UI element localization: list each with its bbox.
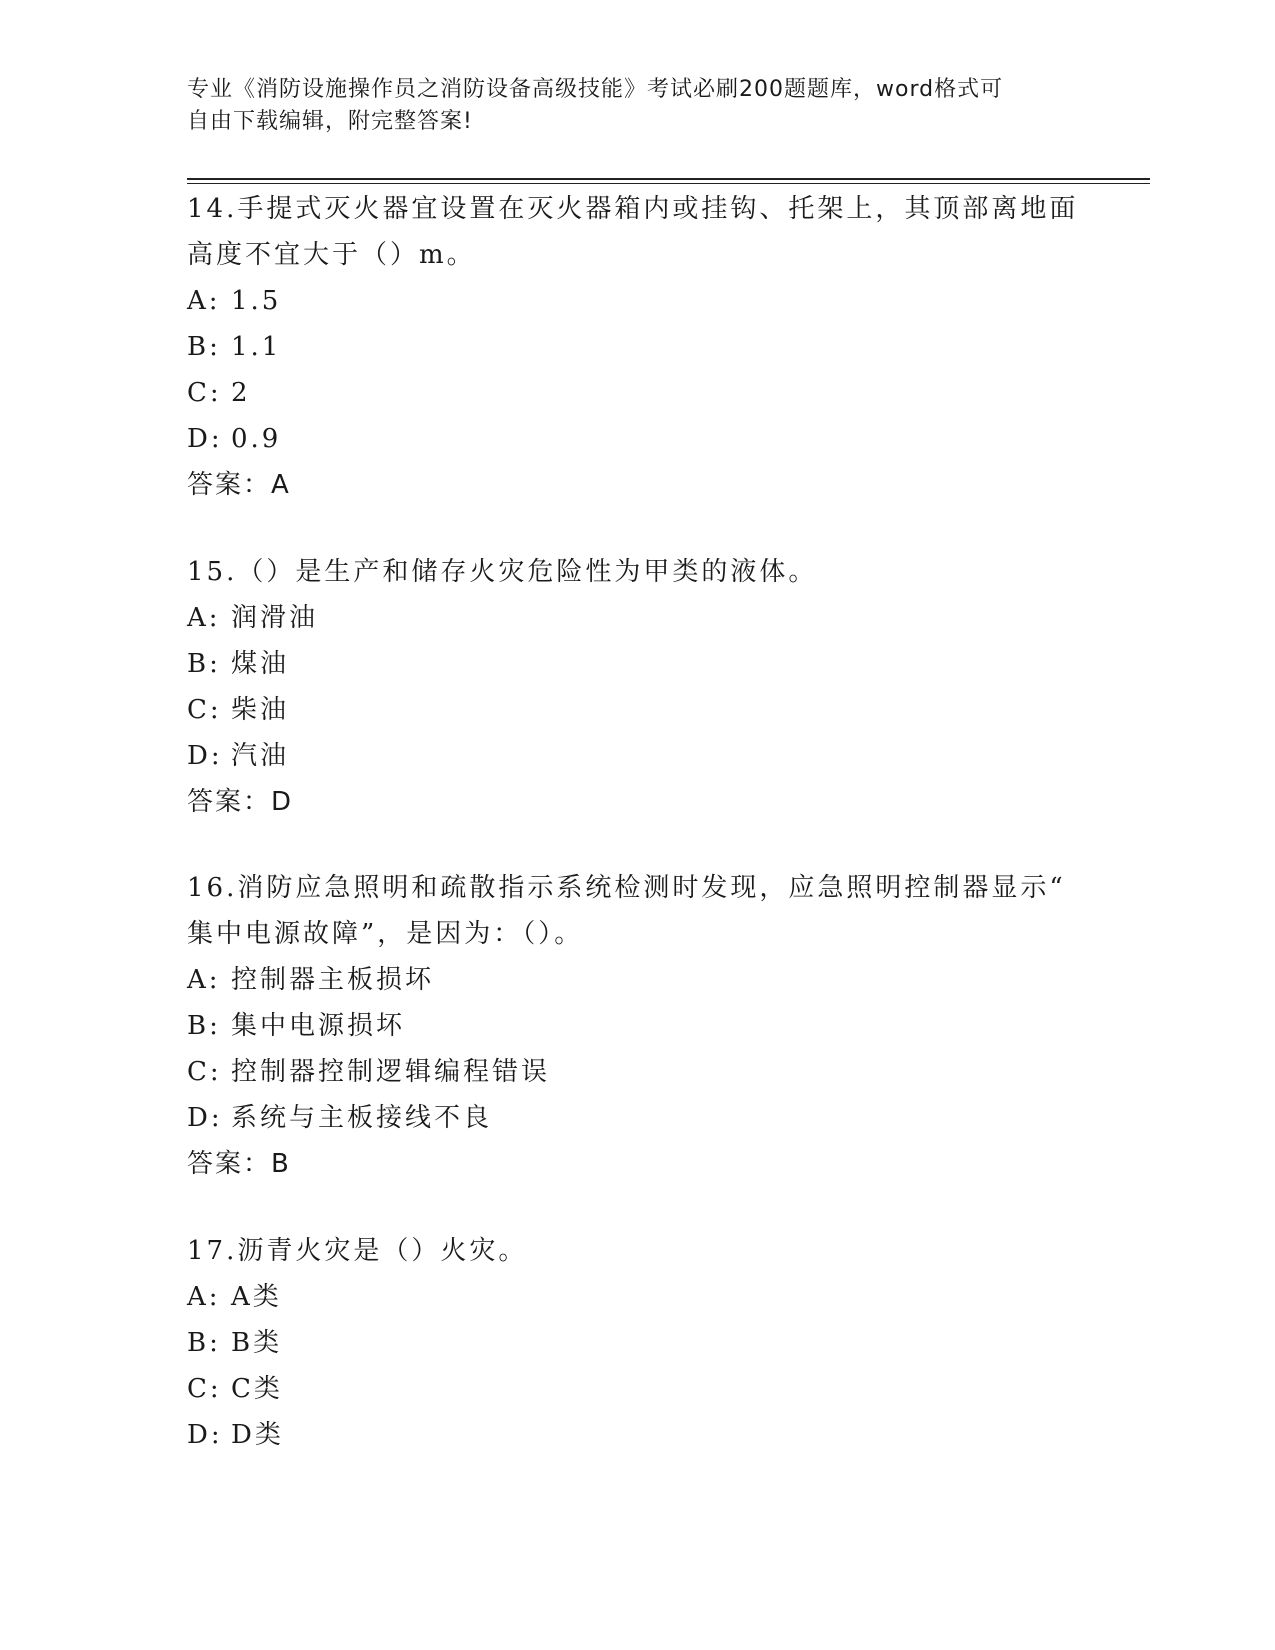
question-stem-line: 高度不宜大于（）m。 <box>187 240 476 270</box>
header-line-2: 自由下载编辑，附完整答案! <box>187 109 473 134</box>
option-letter: B: <box>187 1011 221 1041</box>
question-stem-line: 14.手提式灭火器宜设置在灭火器箱内或挂钩、托架上，其顶部离地面 <box>187 194 1079 224</box>
option-text: 柴油 <box>231 695 290 725</box>
option-letter: B: <box>187 332 221 362</box>
option-text: 1.5 <box>231 286 282 316</box>
option-letter: C: <box>187 695 222 725</box>
header-line-1: 专业《消防设施操作员之消防设备高级技能》考试必刷200题题库，word格式可 <box>187 77 1004 102</box>
option-letter: B: <box>187 1328 221 1358</box>
option-text: 集中电源损坏 <box>231 1011 406 1041</box>
option-text: A类 <box>231 1282 282 1312</box>
option-a <box>187 957 1087 1003</box>
question-block <box>187 865 1087 1187</box>
header-divider-thin <box>187 183 1150 184</box>
option-b <box>187 1320 1087 1366</box>
option-c <box>187 1366 1087 1412</box>
option-text: 0.9 <box>231 424 282 454</box>
option-letter: A: <box>187 1282 221 1312</box>
option-text: C类 <box>231 1374 283 1404</box>
option-letter: D: <box>187 424 223 454</box>
option-letter: C: <box>187 1374 222 1404</box>
option-text: 系统与主板接线不良 <box>231 1103 493 1133</box>
option-d <box>187 1412 1087 1458</box>
option-text: B类 <box>231 1328 283 1358</box>
answer-line: 答案：B <box>187 1149 291 1179</box>
question-stem-line: 集中电源故障”，是因为：（）。 <box>187 919 584 949</box>
question-block <box>187 186 1087 508</box>
question-stem-line: 17.沥青火灾是（）火灾。 <box>187 1236 528 1266</box>
option-c <box>187 687 1087 733</box>
option-text: 润滑油 <box>231 603 319 633</box>
option-letter: A: <box>187 286 221 316</box>
option-letter: C: <box>187 1057 222 1087</box>
option-text: 1.1 <box>231 332 282 362</box>
option-text: D类 <box>231 1420 284 1450</box>
option-text: 汽油 <box>231 741 290 771</box>
header-divider-thick <box>187 178 1150 180</box>
option-b <box>187 1003 1087 1049</box>
option-letter: A: <box>187 603 221 633</box>
option-d <box>187 733 1087 779</box>
option-a <box>187 278 1087 324</box>
option-d <box>187 416 1087 462</box>
question-stem-line: 15.（）是生产和储存火灾危险性为甲类的液体。 <box>187 557 818 587</box>
option-letter: D: <box>187 741 223 771</box>
option-c <box>187 1049 1087 1095</box>
option-letter: D: <box>187 1420 223 1450</box>
question-stem-line: 16.消防应急照明和疏散指示系统检测时发现，应急照明控制器显示“ <box>187 873 1066 903</box>
option-letter: C: <box>187 378 222 408</box>
option-a <box>187 1274 1087 1320</box>
option-letter: D: <box>187 1103 223 1133</box>
option-text: 2 <box>231 378 251 408</box>
option-d <box>187 1095 1087 1141</box>
option-a <box>187 595 1087 641</box>
option-text: 煤油 <box>231 649 290 679</box>
option-letter: B: <box>187 649 221 679</box>
question-block <box>187 1228 1087 1458</box>
answer-line: 答案：A <box>187 470 291 500</box>
document-header <box>187 74 1087 138</box>
option-c <box>187 370 1087 416</box>
answer-line: 答案：D <box>187 787 294 817</box>
option-text: 控制器主板损坏 <box>231 965 435 995</box>
option-letter: A: <box>187 965 221 995</box>
option-b <box>187 324 1087 370</box>
option-b <box>187 641 1087 687</box>
option-text: 控制器控制逻辑编程错误 <box>231 1057 551 1087</box>
question-block <box>187 549 1087 825</box>
